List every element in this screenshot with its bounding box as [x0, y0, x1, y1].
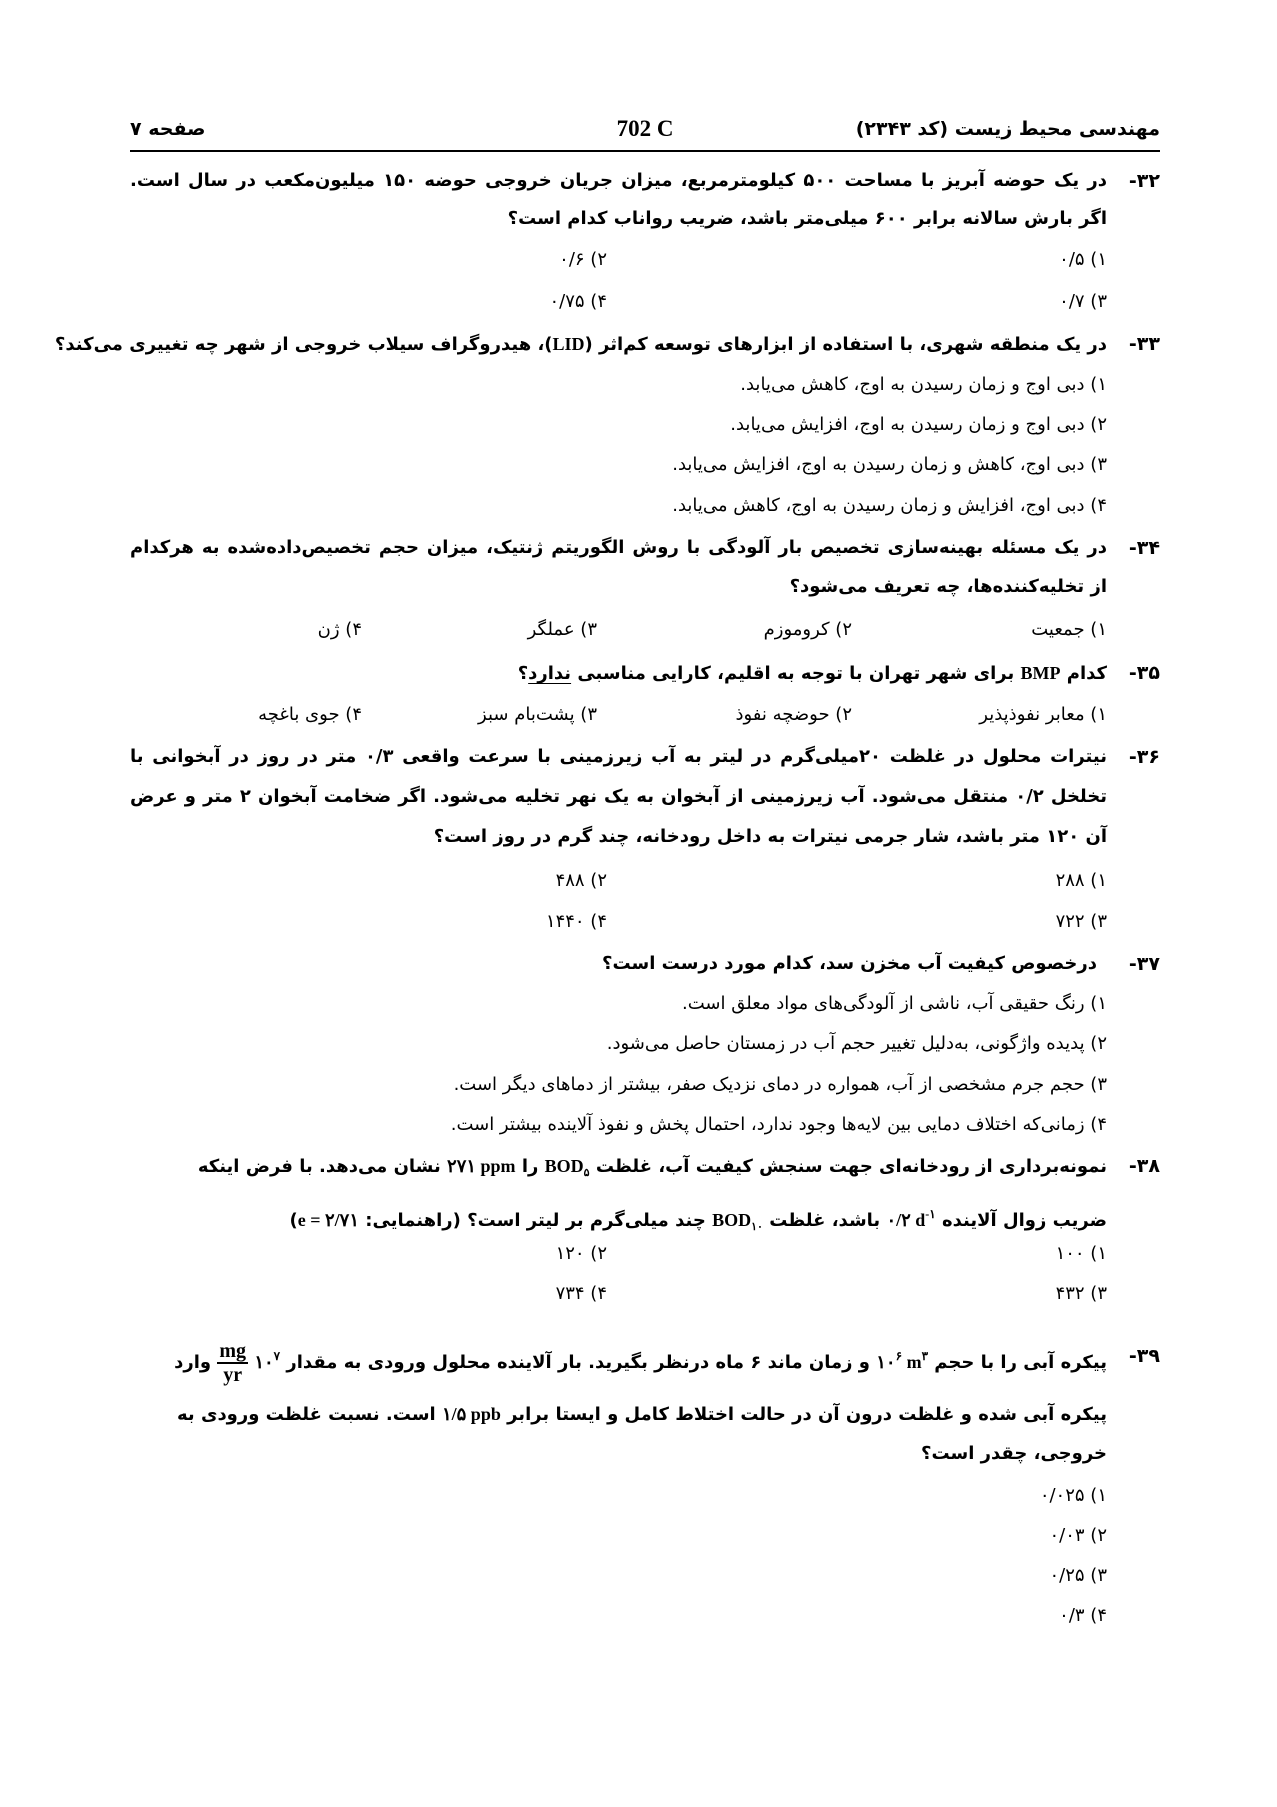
- question-32-text-line1: در یک حوضه آبریز با مساحت ۵۰۰ کیلومترمربع، میزان جریان خروجی حوضه ۱۵۰ میلیون‌مکعب در سال است.: [130, 170, 1107, 191]
- load-unit-fraction: $\frac{mg}{yr}$: [219, 1340, 247, 1386]
- question-34-text-line1: در یک مسئله بهینه‌سازی تخصیص بار آلودگی با روش الگوریتم ژنتیک، میزان حجم تخصیص‌داده‌شده به هرکدام: [130, 537, 1107, 558]
- question-34-option-1[interactable]: ۱) جمعیت: [1031, 619, 1107, 640]
- question-34-option-3[interactable]: ۳) عملگر: [527, 619, 597, 640]
- page-header: [130, 118, 1160, 152]
- question-36-text-line1: نیترات محلول در غلظت ۲۰میلی‌گرم در لیتر به آب زیرزمینی با سرعت واقعی ۰/۳ متر در روز در آبخوانی با: [130, 746, 1107, 767]
- question-35-number: ۳۵-: [1128, 662, 1160, 684]
- question-38-option-1[interactable]: ۱) ۱۰۰: [1055, 1243, 1107, 1264]
- question-39-option-3[interactable]: ۳) ۰/۲۵: [1049, 1565, 1107, 1586]
- question-35-option-1[interactable]: ۱) معابر نفوذپذیر: [979, 704, 1107, 725]
- question-36-text-line3: آن ۱۲۰ متر باشد، شار جرمی نیترات به داخل رودخانه، چند گرم در روز است؟: [433, 826, 1107, 847]
- question-38-option-4[interactable]: ۴) ۷۳۴: [555, 1283, 607, 1304]
- question-37-option-1[interactable]: ۱) رنگ حقیقی آب، ناشی از آلودگی‌های مواد معلق است.: [682, 993, 1107, 1014]
- question-39-text-line3: خروجی، چقدر است؟: [921, 1443, 1107, 1464]
- page-number: صفحه ۷: [130, 118, 206, 140]
- subject-title: مهندسی محیط زیست (کد ۲۳۴۳): [855, 118, 1160, 140]
- question-38-number: ۳۸-: [1128, 1155, 1160, 1177]
- booklet-code: 702 C: [616, 116, 674, 141]
- question-33-option-4[interactable]: ۴) دبی اوج، افزایش و زمان رسیدن به اوج، کاهش می‌یابد.: [672, 495, 1107, 516]
- question-33-option-3[interactable]: ۳) دبی اوج، کاهش و زمان رسیدن به اوج، افزایش می‌یابد.: [672, 454, 1107, 475]
- question-33-text-line1: در یک منطقه شهری، با استفاده از ابزارهای توسعه کم‌اثر (LID)، هیدروگراف سیلاب خروجی از شهر چه تغییری می‌کند؟: [54, 334, 1107, 355]
- question-35-text-line1: کدام BMP برای شهر تهران با توجه به اقلیم، کارایی مناسبی ندارد؟: [517, 663, 1107, 684]
- question-34-text-line2: از تخلیه‌کننده‌ها، چه تعریف می‌شود؟: [789, 576, 1107, 597]
- question-32-text-line2: اگر بارش سالانه برابر ۶۰۰ میلی‌متر باشد، ضریب رواناب کدام است؟: [507, 208, 1107, 229]
- question-38-option-2[interactable]: ۲) ۱۲۰: [555, 1243, 607, 1264]
- question-37-option-3[interactable]: ۳) حجم جرم مشخصی از آب، همواره در دمای نزدیک صفر، بیشتر از دماهای دیگر است.: [453, 1074, 1107, 1095]
- question-32-option-3[interactable]: ۳) ۰/۷: [1059, 291, 1107, 312]
- question-39-number: ۳۹-: [1128, 1345, 1160, 1367]
- question-35-option-2[interactable]: ۲) حوضچه نفوذ: [735, 704, 852, 725]
- question-36-option-3[interactable]: ۳) ۷۲۲: [1055, 911, 1107, 932]
- question-32-option-4[interactable]: ۴) ۰/۷۵: [549, 291, 607, 312]
- question-36-option-2[interactable]: ۲) ۴۸۸: [555, 870, 607, 891]
- question-39-text-line1: پیکره آبی را با حجم $۱۰^۶$ $m^۳$ و زمان ماند ۶ ماه درنظر بگیرید. بار آلاینده محلول ورودی به مقدار $۱۰^۷$ $\frac{mg}{yr}$ وارد: [174, 1340, 1107, 1386]
- question-32-option-1[interactable]: ۱) ۰/۵: [1059, 249, 1107, 270]
- question-37-text-line1: درخصوص کیفیت آب مخزن سد، کدام مورد درست است؟: [602, 953, 1097, 974]
- question-36-number: ۳۶-: [1128, 746, 1160, 768]
- question-38-option-3[interactable]: ۳) ۴۳۲: [1055, 1283, 1107, 1304]
- question-32-option-2[interactable]: ۲) ۰/۶: [559, 249, 607, 270]
- question-39-option-1[interactable]: ۱) ۰/۰۲۵: [1039, 1485, 1107, 1506]
- question-35-option-4[interactable]: ۴) جوی باغچه: [258, 704, 362, 725]
- question-39-text-line2: پیکره آبی شده و غلظت درون آن در حالت اختلاط کامل و ایستا برابر ۱/۵ ppb است. نسبت غلظت ورودی به: [177, 1404, 1107, 1425]
- question-33-option-1[interactable]: ۱) دبی اوج و زمان رسیدن به اوج، کاهش می‌یابد.: [740, 374, 1107, 395]
- question-36-text-line2: تخلخل ۰/۲ منتقل می‌شود. آب زیرزمینی از آبخوان به یک نهر تخلیه می‌شود. اگر ضخامت آبخوان ۲ متر و عرض: [130, 786, 1107, 807]
- question-34-option-2[interactable]: ۲) کروموزم: [763, 619, 852, 640]
- header-divider: [130, 150, 1160, 152]
- question-33-option-2[interactable]: ۲) دبی اوج و زمان رسیدن به اوج، افزایش می‌یابد.: [730, 414, 1107, 435]
- question-39-option-2[interactable]: ۲) ۰/۰۳: [1049, 1525, 1107, 1546]
- question-34-option-4[interactable]: ۴) ژن: [317, 619, 362, 640]
- question-33-number: ۳۳-: [1128, 333, 1160, 355]
- question-37-option-2[interactable]: ۲) پدیده واژگونی، به‌دلیل تغییر حجم آب در زمستان حاصل می‌شود.: [606, 1033, 1107, 1054]
- question-36-option-4[interactable]: ۴) ۱۴۴۰: [545, 911, 607, 932]
- question-34-number: ۳۴-: [1128, 537, 1160, 559]
- question-36-option-1[interactable]: ۱) ۲۸۸: [1055, 870, 1107, 891]
- question-39-option-4[interactable]: ۴) ۰/۳: [1059, 1605, 1107, 1626]
- question-32-number: ۳۲-: [1128, 170, 1160, 192]
- question-37-option-4[interactable]: ۴) زمانی‌که اختلاف دمایی بین لایه‌ها وجود ندارد، احتمال پخش و نفوذ آلاینده بیشتر است.: [450, 1114, 1107, 1135]
- question-38-text-line1: نمونه‌برداری از رودخانه‌ای جهت سنجش کیفیت آب، غلظت $BOD_۵$ را ۲۷۱ ppm نشان می‌دهد. با فرض اینکه: [197, 1156, 1107, 1179]
- question-38-text-line2: ضریب زوال آلاینده ۰/۲ $d^{-۱}$ باشد، غلظت $BOD_{۱۰}$ چند میلی‌گرم بر لیتر است؟ (راهنمایی: e = ۲/۷۱): [289, 1207, 1107, 1233]
- question-37-number: ۳۷-: [1128, 953, 1160, 975]
- question-35-option-3[interactable]: ۳) پشت‌بام سبز: [478, 704, 597, 725]
